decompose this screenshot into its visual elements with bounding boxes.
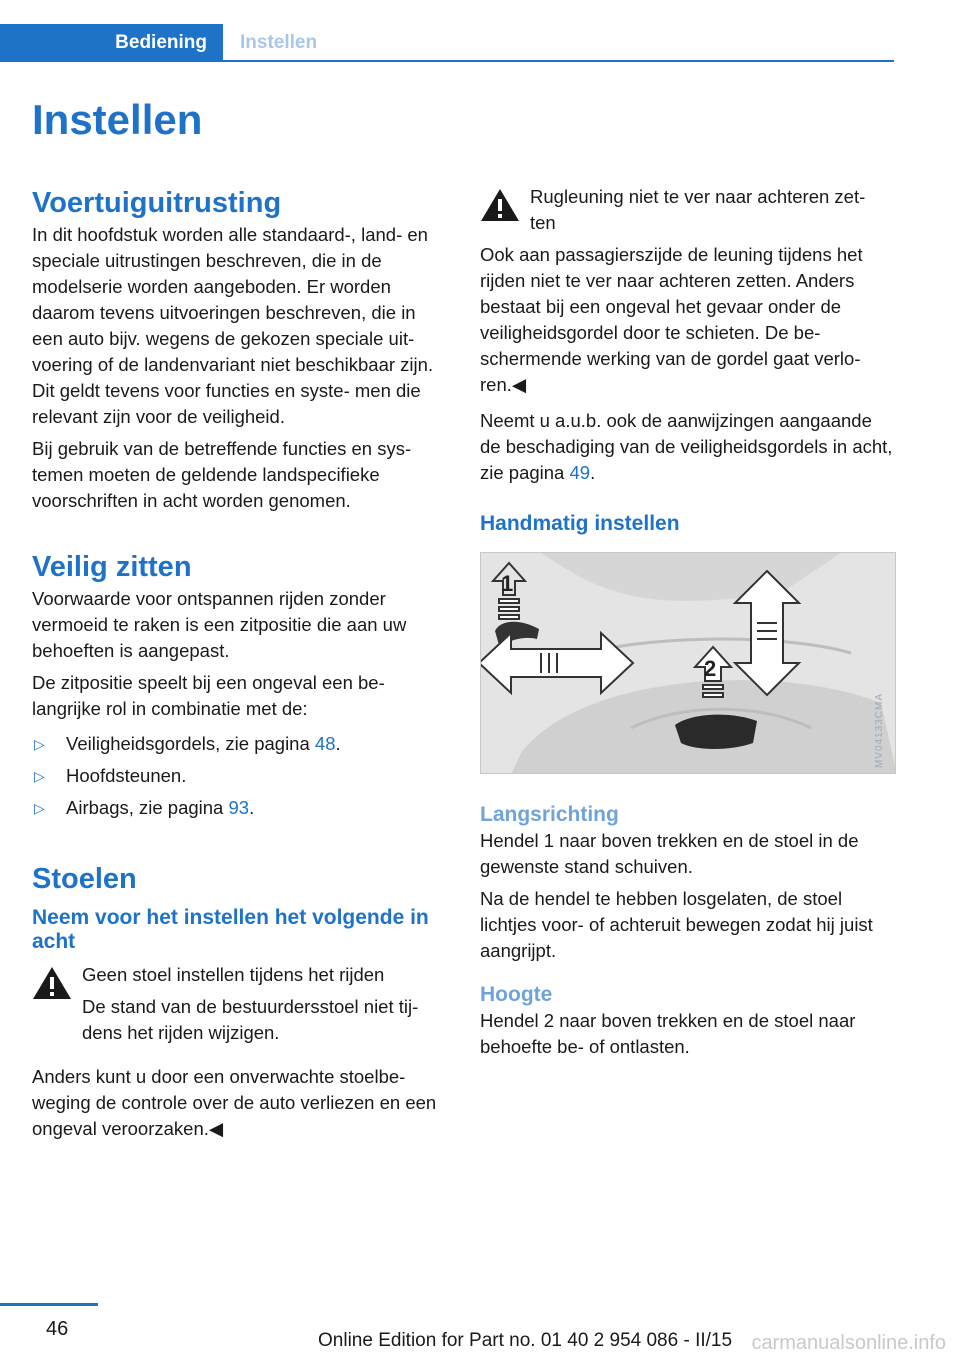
paragraph xyxy=(480,408,896,486)
list-item-text: Veiligheidsgordels, zie pagina xyxy=(66,733,315,754)
paragraph: Hendel 1 naar boven trekken en de stoel in de gewenste stand schuiven. xyxy=(480,830,859,877)
warning-text: Ook aan passagierszijde de leuning tijdens het rijden niet te ver naar achteren zetten. Anders bestaat bij een ongeval het gevaar onder de veiligheidsgordel door te schieten. De be- schermende werking van de gordel gaat verlo- ren.◀ xyxy=(480,244,863,395)
tab-instellen-label: Instellen xyxy=(240,32,318,53)
triangle-bullet-icon: ▷ xyxy=(34,800,45,816)
section-voertuiguitrusting-title: Voertuiguitrusting xyxy=(32,187,282,219)
page-link[interactable]: 48 xyxy=(314,733,336,754)
warning-triangle-icon xyxy=(32,966,72,1000)
right-column xyxy=(480,184,896,1066)
paragraph: In dit hoofdstuk worden alle standaard-, land- en speciale uitrustingen beschreven, die in de modelserie worden aangeboden. Er worden daarom tevens uitvoeringen beschreven, die in een auto bijv. wegens de gekozen speciale uit- voering of de landenvariant niet beschikbaar zijn. Dit geldt tevens voor functies en syste- men die relevant zijn voor de veiligheid. xyxy=(32,224,434,427)
warning-text-continued: Anders kunt u door een onverwachte stoelbe- weging de controle over de auto verliezen en een ongeval veroorzaken.◀ xyxy=(32,1066,437,1139)
list-item xyxy=(32,760,448,792)
warning-text: De stand van de bestuurdersstoel niet tij- dens het rijden wijzigen. xyxy=(82,996,419,1043)
edition-note: Online Edition for Part no. 01 40 2 954 086 - II/15 xyxy=(318,1330,733,1351)
warning-title: Geen stoel instellen tijdens het rijden xyxy=(82,964,385,985)
section-veilig-zitten-title: Veilig zitten xyxy=(32,551,192,583)
page-title: Instellen xyxy=(32,96,203,143)
figure-code: MV04133CMA xyxy=(874,693,885,769)
list-item-end: . xyxy=(335,733,341,754)
page-link[interactable]: 49 xyxy=(569,462,591,483)
left-warning-continuation xyxy=(32,1064,448,1148)
list-item-text: Hoofdsteunen. xyxy=(66,765,187,786)
subsection-title: Neem voor het instellen het volgende in acht xyxy=(32,906,429,953)
subsection-title: Handmatig instellen xyxy=(480,512,680,535)
list-item xyxy=(32,792,448,824)
list-item-text: Airbags, zie pagina xyxy=(66,797,229,818)
header-rule xyxy=(0,60,894,62)
bullet-list xyxy=(32,728,448,824)
paragraph: Voorwaarde voor ontspannen rijden zonder vermoeid te raken is een zitpositie die aan uw behoeften is aangepast. xyxy=(32,588,407,661)
warning-block xyxy=(480,184,896,236)
paragraph-text: Neemt u a.u.b. ook de aanwijzingen aangaande de beschadiging van de veiligheidsgordels in acht, zie pagina xyxy=(480,410,893,483)
page-link[interactable]: 93 xyxy=(228,797,250,818)
paragraph: Bij gebruik van de betreffende functies en sys- temen moeten de geldende landspecifieke voorschriften in acht worden genomen. xyxy=(32,438,412,511)
footer-rule xyxy=(0,1303,98,1306)
watermark: carmanualsonline.info xyxy=(751,1332,946,1354)
warning-title: Rugleuning niet te ver naar achteren zet- ten xyxy=(530,186,866,233)
figure-label-2: 2 xyxy=(704,656,717,681)
tab-instellen[interactable] xyxy=(240,24,317,62)
tab-bediening-label: Bediening xyxy=(115,32,207,53)
warning-block xyxy=(32,962,448,1046)
list-item-end: . xyxy=(249,797,255,818)
paragraph: Hendel 2 naar boven trekken en de stoel naar behoefte be- of ontlasten. xyxy=(480,1010,856,1057)
seat-illustration xyxy=(481,553,896,774)
page-number: 46 xyxy=(46,1318,69,1340)
triangle-bullet-icon: ▷ xyxy=(34,736,45,752)
paragraph: De zitpositie speelt bij een ongeval een be- langrijke rol in combinatie met de: xyxy=(32,672,385,719)
left-column xyxy=(32,184,448,1043)
paragraph-end: . xyxy=(590,462,596,483)
seat-adjustment-figure xyxy=(480,552,896,774)
warning-triangle-icon xyxy=(480,188,520,222)
section-stoelen-title: Stoelen xyxy=(32,863,137,895)
tab-bediening[interactable] xyxy=(0,24,223,62)
figure-label-1: 1 xyxy=(501,571,514,596)
hoogte-title: Hoogte xyxy=(480,983,553,1006)
langsrichting-title: Langsrichting xyxy=(480,803,619,826)
list-item xyxy=(32,728,448,760)
paragraph: Na de hendel te hebben losgelaten, de stoel lichtjes voor- of achteruit bewegen zodat hij juist aangrijpt. xyxy=(480,888,873,961)
triangle-bullet-icon: ▷ xyxy=(34,768,45,784)
